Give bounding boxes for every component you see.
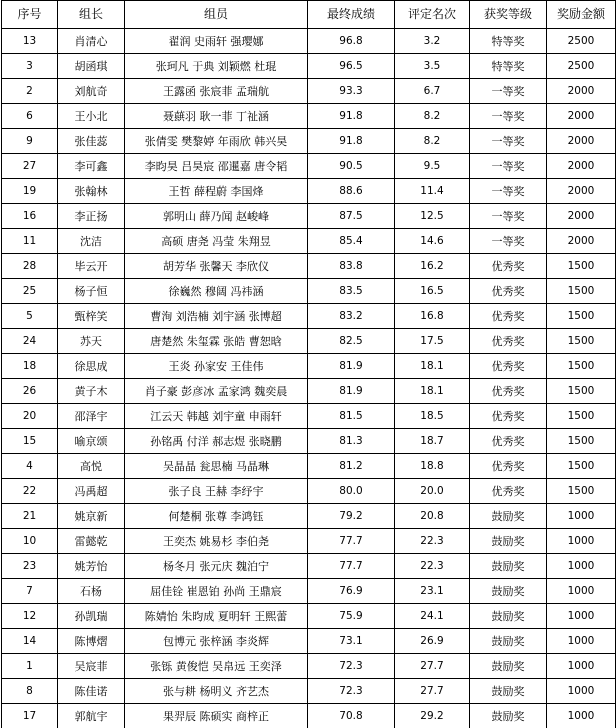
table-row xyxy=(2,679,616,704)
table-row xyxy=(2,154,616,179)
cell-award-level[interactable]: 一等奖 xyxy=(470,179,547,204)
cell-award-amount[interactable]: 1000 xyxy=(547,704,616,728)
table-header-row xyxy=(2,1,616,29)
table-row xyxy=(2,304,616,329)
cell-score[interactable]: 80.0 xyxy=(308,479,395,504)
cell-members[interactable]: 陈婧怡 朱昀成 夏明轩 王熙蕾 xyxy=(125,604,308,629)
cell-award-amount[interactable]: 1500 xyxy=(547,279,616,304)
cell-seq[interactable]: 17 xyxy=(2,704,58,728)
cell-award-amount[interactable]: 1000 xyxy=(547,629,616,654)
cell-members[interactable]: 王哲 薛程蔚 李国烽 xyxy=(125,179,308,204)
cell-rank[interactable]: 18.1 xyxy=(395,379,470,404)
header-seq[interactable]: 序号 xyxy=(2,1,58,29)
cell-award-amount[interactable]: 1500 xyxy=(547,404,616,429)
cell-members[interactable]: 李昀昊 吕昊宸 邵暹嘉 唐令韬 xyxy=(125,154,308,179)
cell-score[interactable]: 81.5 xyxy=(308,404,395,429)
cell-score[interactable]: 73.1 xyxy=(308,629,395,654)
table-row xyxy=(2,254,616,279)
cell-leader[interactable]: 胡函琪 xyxy=(58,54,125,79)
cell-members[interactable]: 吴晶晶 瓮思楠 马晶琳 xyxy=(125,454,308,479)
cell-seq[interactable]: 9 xyxy=(2,129,58,154)
table-row xyxy=(2,104,616,129)
table-row xyxy=(2,454,616,479)
table-row xyxy=(2,629,616,654)
cell-members[interactable]: 翟润 史雨轩 强璎娜 xyxy=(125,29,308,54)
cell-leader[interactable]: 邵泽宇 xyxy=(58,404,125,429)
cell-seq[interactable]: 14 xyxy=(2,629,58,654)
table-row xyxy=(2,354,616,379)
cell-members[interactable]: 唐楚然 朱玺霖 张皓 曹恕晗 xyxy=(125,329,308,354)
cell-leader[interactable]: 孙凯瑞 xyxy=(58,604,125,629)
cell-seq[interactable]: 13 xyxy=(2,29,58,54)
cell-score[interactable]: 81.2 xyxy=(308,454,395,479)
cell-score[interactable]: 81.9 xyxy=(308,379,395,404)
cell-leader[interactable]: 姚芳怡 xyxy=(58,554,125,579)
cell-seq[interactable]: 10 xyxy=(2,529,58,554)
cell-members[interactable]: 王炎 孙家安 王佳伟 xyxy=(125,354,308,379)
table-row xyxy=(2,404,616,429)
cell-members[interactable]: 王露函 张宸菲 孟瑞航 xyxy=(125,79,308,104)
cell-award-amount[interactable]: 2500 xyxy=(547,54,616,79)
cell-members[interactable]: 曹洵 刘浩楠 刘宇涵 张博超 xyxy=(125,304,308,329)
cell-score[interactable]: 77.7 xyxy=(308,554,395,579)
cell-members[interactable]: 胡芳华 张馨天 李欣仪 xyxy=(125,254,308,279)
cell-seq[interactable]: 3 xyxy=(2,54,58,79)
cell-award-amount[interactable]: 1000 xyxy=(547,679,616,704)
cell-award-level[interactable]: 优秀奖 xyxy=(470,354,547,379)
cell-seq[interactable]: 28 xyxy=(2,254,58,279)
cell-seq[interactable]: 22 xyxy=(2,479,58,504)
cell-award-amount[interactable]: 1500 xyxy=(547,429,616,454)
cell-score[interactable]: 93.3 xyxy=(308,79,395,104)
cell-award-level[interactable]: 优秀奖 xyxy=(470,404,547,429)
cell-rank[interactable]: 8.2 xyxy=(395,104,470,129)
cell-award-level[interactable]: 鼓励奖 xyxy=(470,704,547,728)
cell-award-level[interactable]: 一等奖 xyxy=(470,129,547,154)
cell-score[interactable]: 82.5 xyxy=(308,329,395,354)
cell-rank[interactable]: 20.0 xyxy=(395,479,470,504)
cell-score[interactable]: 70.8 xyxy=(308,704,395,728)
cell-leader[interactable]: 喻京颂 xyxy=(58,429,125,454)
table-row xyxy=(2,429,616,454)
cell-leader[interactable]: 李可鑫 xyxy=(58,154,125,179)
header-award-amount[interactable]: 奖励金额 xyxy=(547,1,616,29)
cell-seq[interactable]: 2 xyxy=(2,79,58,104)
cell-score[interactable]: 81.3 xyxy=(308,429,395,454)
cell-seq[interactable]: 19 xyxy=(2,179,58,204)
cell-rank[interactable]: 26.9 xyxy=(395,629,470,654)
cell-leader[interactable]: 张翰林 xyxy=(58,179,125,204)
cell-rank[interactable]: 23.1 xyxy=(395,579,470,604)
cell-rank[interactable]: 8.2 xyxy=(395,129,470,154)
cell-seq[interactable]: 24 xyxy=(2,329,58,354)
cell-award-level[interactable]: 优秀奖 xyxy=(470,304,547,329)
cell-award-amount[interactable]: 1000 xyxy=(547,529,616,554)
cell-seq[interactable]: 27 xyxy=(2,154,58,179)
cell-rank[interactable]: 27.7 xyxy=(395,654,470,679)
cell-rank[interactable]: 18.8 xyxy=(395,454,470,479)
cell-award-level[interactable]: 鼓励奖 xyxy=(470,654,547,679)
cell-leader[interactable]: 肖清心 xyxy=(58,29,125,54)
cell-award-level[interactable]: 鼓励奖 xyxy=(470,604,547,629)
cell-seq[interactable]: 15 xyxy=(2,429,58,454)
table-row xyxy=(2,604,616,629)
cell-rank[interactable]: 27.7 xyxy=(395,679,470,704)
cell-leader[interactable]: 高悦 xyxy=(58,454,125,479)
cell-leader[interactable]: 姚京新 xyxy=(58,504,125,529)
cell-members[interactable]: 张铄 黄俊恺 吴帛远 王奕泽 xyxy=(125,654,308,679)
table-row xyxy=(2,379,616,404)
cell-award-amount[interactable]: 1500 xyxy=(547,354,616,379)
cell-leader[interactable]: 杨子恒 xyxy=(58,279,125,304)
cell-award-amount[interactable]: 1500 xyxy=(547,254,616,279)
cell-rank[interactable]: 22.3 xyxy=(395,554,470,579)
header-score[interactable]: 最终成绩 xyxy=(308,1,395,29)
table-row xyxy=(2,279,616,304)
cell-award-amount[interactable]: 1000 xyxy=(547,504,616,529)
cell-award-amount[interactable]: 1500 xyxy=(547,479,616,504)
cell-leader[interactable]: 张佳蕊 xyxy=(58,129,125,154)
cell-members[interactable]: 孙铭禹 付洋 郝志煜 张晓鹏 xyxy=(125,429,308,454)
cell-score[interactable]: 76.9 xyxy=(308,579,395,604)
cell-award-amount[interactable]: 2000 xyxy=(547,154,616,179)
table-body xyxy=(2,29,616,728)
cell-seq[interactable]: 18 xyxy=(2,354,58,379)
cell-members[interactable]: 江云天 韩越 刘宇童 申雨轩 xyxy=(125,404,308,429)
table-row xyxy=(2,529,616,554)
cell-members[interactable]: 屈佳铨 崔恩铂 孙尚 王鼎宸 xyxy=(125,579,308,604)
cell-members[interactable]: 杨冬月 张元庆 魏泊宁 xyxy=(125,554,308,579)
cell-leader[interactable]: 毕云开 xyxy=(58,254,125,279)
cell-award-amount[interactable]: 1500 xyxy=(547,379,616,404)
table-row xyxy=(2,329,616,354)
cell-rank[interactable]: 16.5 xyxy=(395,279,470,304)
cell-members[interactable]: 张珂凡 于典 刘颖燃 杜琨 xyxy=(125,54,308,79)
cell-rank[interactable]: 18.5 xyxy=(395,404,470,429)
cell-score[interactable]: 85.4 xyxy=(308,229,395,254)
cell-award-amount[interactable]: 2000 xyxy=(547,79,616,104)
cell-leader[interactable]: 苏天 xyxy=(58,329,125,354)
cell-score[interactable]: 91.8 xyxy=(308,129,395,154)
cell-rank[interactable]: 16.8 xyxy=(395,304,470,329)
cell-award-level[interactable]: 鼓励奖 xyxy=(470,579,547,604)
cell-rank[interactable]: 9.5 xyxy=(395,154,470,179)
cell-rank[interactable]: 16.2 xyxy=(395,254,470,279)
cell-rank[interactable]: 12.5 xyxy=(395,204,470,229)
table-row xyxy=(2,654,616,679)
cell-rank[interactable]: 14.6 xyxy=(395,229,470,254)
cell-award-level[interactable]: 一等奖 xyxy=(470,104,547,129)
cell-award-level[interactable]: 一等奖 xyxy=(470,229,547,254)
header-leader[interactable]: 组长 xyxy=(58,1,125,29)
table-row xyxy=(2,79,616,104)
table-row xyxy=(2,204,616,229)
cell-seq[interactable]: 7 xyxy=(2,579,58,604)
cell-seq[interactable]: 11 xyxy=(2,229,58,254)
cell-rank[interactable]: 3.2 xyxy=(395,29,470,54)
cell-award-amount[interactable]: 2000 xyxy=(547,229,616,254)
cell-rank[interactable]: 3.5 xyxy=(395,54,470,79)
cell-award-amount[interactable]: 1000 xyxy=(547,579,616,604)
awards-table xyxy=(1,0,616,728)
cell-rank[interactable]: 18.1 xyxy=(395,354,470,379)
cell-award-level[interactable]: 鼓励奖 xyxy=(470,529,547,554)
table-row xyxy=(2,229,616,254)
cell-members[interactable]: 郭明山 薛乃闻 赵峻峰 xyxy=(125,204,308,229)
table-row xyxy=(2,54,616,79)
cell-leader[interactable]: 刘航奇 xyxy=(58,79,125,104)
cell-seq[interactable]: 23 xyxy=(2,554,58,579)
cell-leader[interactable]: 吴宸菲 xyxy=(58,654,125,679)
cell-award-level[interactable]: 特等奖 xyxy=(470,54,547,79)
table-row xyxy=(2,129,616,154)
cell-leader[interactable]: 郭航宇 xyxy=(58,704,125,728)
cell-award-level[interactable]: 优秀奖 xyxy=(470,429,547,454)
cell-award-amount[interactable]: 2000 xyxy=(547,179,616,204)
cell-score[interactable]: 90.5 xyxy=(308,154,395,179)
cell-award-amount[interactable]: 2000 xyxy=(547,204,616,229)
cell-score[interactable]: 96.5 xyxy=(308,54,395,79)
cell-award-amount[interactable]: 2000 xyxy=(547,129,616,154)
cell-leader[interactable]: 李正扬 xyxy=(58,204,125,229)
cell-members[interactable]: 张子良 王赫 李纾宇 xyxy=(125,479,308,504)
cell-award-level[interactable]: 优秀奖 xyxy=(470,279,547,304)
cell-score[interactable]: 72.3 xyxy=(308,654,395,679)
cell-members[interactable]: 王奕杰 姚易杉 李伯尧 xyxy=(125,529,308,554)
cell-award-level[interactable]: 鼓励奖 xyxy=(470,629,547,654)
cell-seq[interactable]: 20 xyxy=(2,404,58,429)
cell-score[interactable]: 88.6 xyxy=(308,179,395,204)
cell-seq[interactable]: 25 xyxy=(2,279,58,304)
cell-award-level[interactable]: 优秀奖 xyxy=(470,379,547,404)
cell-seq[interactable]: 8 xyxy=(2,679,58,704)
header-members[interactable]: 组员 xyxy=(125,1,308,29)
cell-members[interactable]: 包博元 张梓涵 李炎辉 xyxy=(125,629,308,654)
cell-seq[interactable]: 26 xyxy=(2,379,58,404)
cell-award-level[interactable]: 一等奖 xyxy=(470,79,547,104)
cell-rank[interactable]: 29.2 xyxy=(395,704,470,728)
cell-award-amount[interactable]: 2000 xyxy=(547,104,616,129)
cell-seq[interactable]: 12 xyxy=(2,604,58,629)
cell-score[interactable]: 75.9 xyxy=(308,604,395,629)
table-row xyxy=(2,554,616,579)
cell-seq[interactable]: 5 xyxy=(2,304,58,329)
cell-award-amount[interactable]: 1000 xyxy=(547,654,616,679)
cell-seq[interactable]: 1 xyxy=(2,654,58,679)
cell-members[interactable]: 张倩雯 樊黎婷 年雨欣 韩兴昊 xyxy=(125,129,308,154)
cell-award-amount[interactable]: 1500 xyxy=(547,454,616,479)
cell-leader[interactable]: 徐思成 xyxy=(58,354,125,379)
cell-score[interactable]: 96.8 xyxy=(308,29,395,54)
header-rank[interactable]: 评定名次 xyxy=(395,1,470,29)
cell-rank[interactable]: 17.5 xyxy=(395,329,470,354)
cell-members[interactable]: 聂蕻羽 耿一菲 丁祉涵 xyxy=(125,104,308,129)
cell-award-level[interactable]: 鼓励奖 xyxy=(470,504,547,529)
cell-score[interactable]: 83.8 xyxy=(308,254,395,279)
cell-score[interactable]: 81.9 xyxy=(308,354,395,379)
cell-members[interactable]: 徐巍然 穆阔 冯祎涵 xyxy=(125,279,308,304)
cell-leader[interactable]: 陈佳诺 xyxy=(58,679,125,704)
cell-award-level[interactable]: 一等奖 xyxy=(470,204,547,229)
cell-score[interactable]: 79.2 xyxy=(308,504,395,529)
cell-seq[interactable]: 21 xyxy=(2,504,58,529)
cell-award-amount[interactable]: 1500 xyxy=(547,304,616,329)
cell-award-level[interactable]: 特等奖 xyxy=(470,29,547,54)
cell-leader[interactable]: 雷懿乾 xyxy=(58,529,125,554)
cell-rank[interactable]: 18.7 xyxy=(395,429,470,454)
cell-seq[interactable]: 4 xyxy=(2,454,58,479)
cell-leader[interactable]: 黄子木 xyxy=(58,379,125,404)
cell-rank[interactable]: 24.1 xyxy=(395,604,470,629)
table-row xyxy=(2,479,616,504)
cell-leader[interactable]: 甄梓笑 xyxy=(58,304,125,329)
cell-members[interactable]: 肖子豪 彭彦冰 孟家鸿 魏奕晨 xyxy=(125,379,308,404)
cell-rank[interactable]: 6.7 xyxy=(395,79,470,104)
cell-members[interactable]: 果羿辰 陈硕实 商梓正 xyxy=(125,704,308,728)
cell-leader[interactable]: 冯禹超 xyxy=(58,479,125,504)
table-row xyxy=(2,29,616,54)
cell-award-level[interactable]: 一等奖 xyxy=(470,154,547,179)
table-row xyxy=(2,579,616,604)
cell-score[interactable]: 87.5 xyxy=(308,204,395,229)
cell-award-amount[interactable]: 1000 xyxy=(547,554,616,579)
cell-award-level[interactable]: 优秀奖 xyxy=(470,329,547,354)
cell-score[interactable]: 91.8 xyxy=(308,104,395,129)
cell-award-amount[interactable]: 2500 xyxy=(547,29,616,54)
table-row xyxy=(2,704,616,728)
cell-members[interactable]: 张与耕 杨明义 齐艺杰 xyxy=(125,679,308,704)
table-row xyxy=(2,504,616,529)
cell-award-level[interactable]: 优秀奖 xyxy=(470,479,547,504)
cell-score[interactable]: 72.3 xyxy=(308,679,395,704)
cell-score[interactable]: 77.7 xyxy=(308,529,395,554)
cell-members[interactable]: 高硕 唐尧 冯莹 朱翔昱 xyxy=(125,229,308,254)
cell-score[interactable]: 83.2 xyxy=(308,304,395,329)
cell-rank[interactable]: 11.4 xyxy=(395,179,470,204)
cell-members[interactable]: 何楚桐 张尊 李鸿钰 xyxy=(125,504,308,529)
cell-award-amount[interactable]: 1000 xyxy=(547,604,616,629)
cell-award-level[interactable]: 优秀奖 xyxy=(470,254,547,279)
cell-leader[interactable]: 沈洁 xyxy=(58,229,125,254)
cell-seq[interactable]: 6 xyxy=(2,104,58,129)
cell-award-amount[interactable]: 1500 xyxy=(547,329,616,354)
cell-leader[interactable]: 王小北 xyxy=(58,104,125,129)
cell-leader[interactable]: 陈博熠 xyxy=(58,629,125,654)
cell-rank[interactable]: 20.8 xyxy=(395,504,470,529)
table-row xyxy=(2,179,616,204)
cell-rank[interactable]: 22.3 xyxy=(395,529,470,554)
cell-score[interactable]: 83.5 xyxy=(308,279,395,304)
cell-leader[interactable]: 石杨 xyxy=(58,579,125,604)
cell-seq[interactable]: 16 xyxy=(2,204,58,229)
cell-award-level[interactable]: 优秀奖 xyxy=(470,454,547,479)
cell-award-level[interactable]: 鼓励奖 xyxy=(470,679,547,704)
header-award-level[interactable]: 获奖等级 xyxy=(470,1,547,29)
cell-award-level[interactable]: 鼓励奖 xyxy=(470,554,547,579)
